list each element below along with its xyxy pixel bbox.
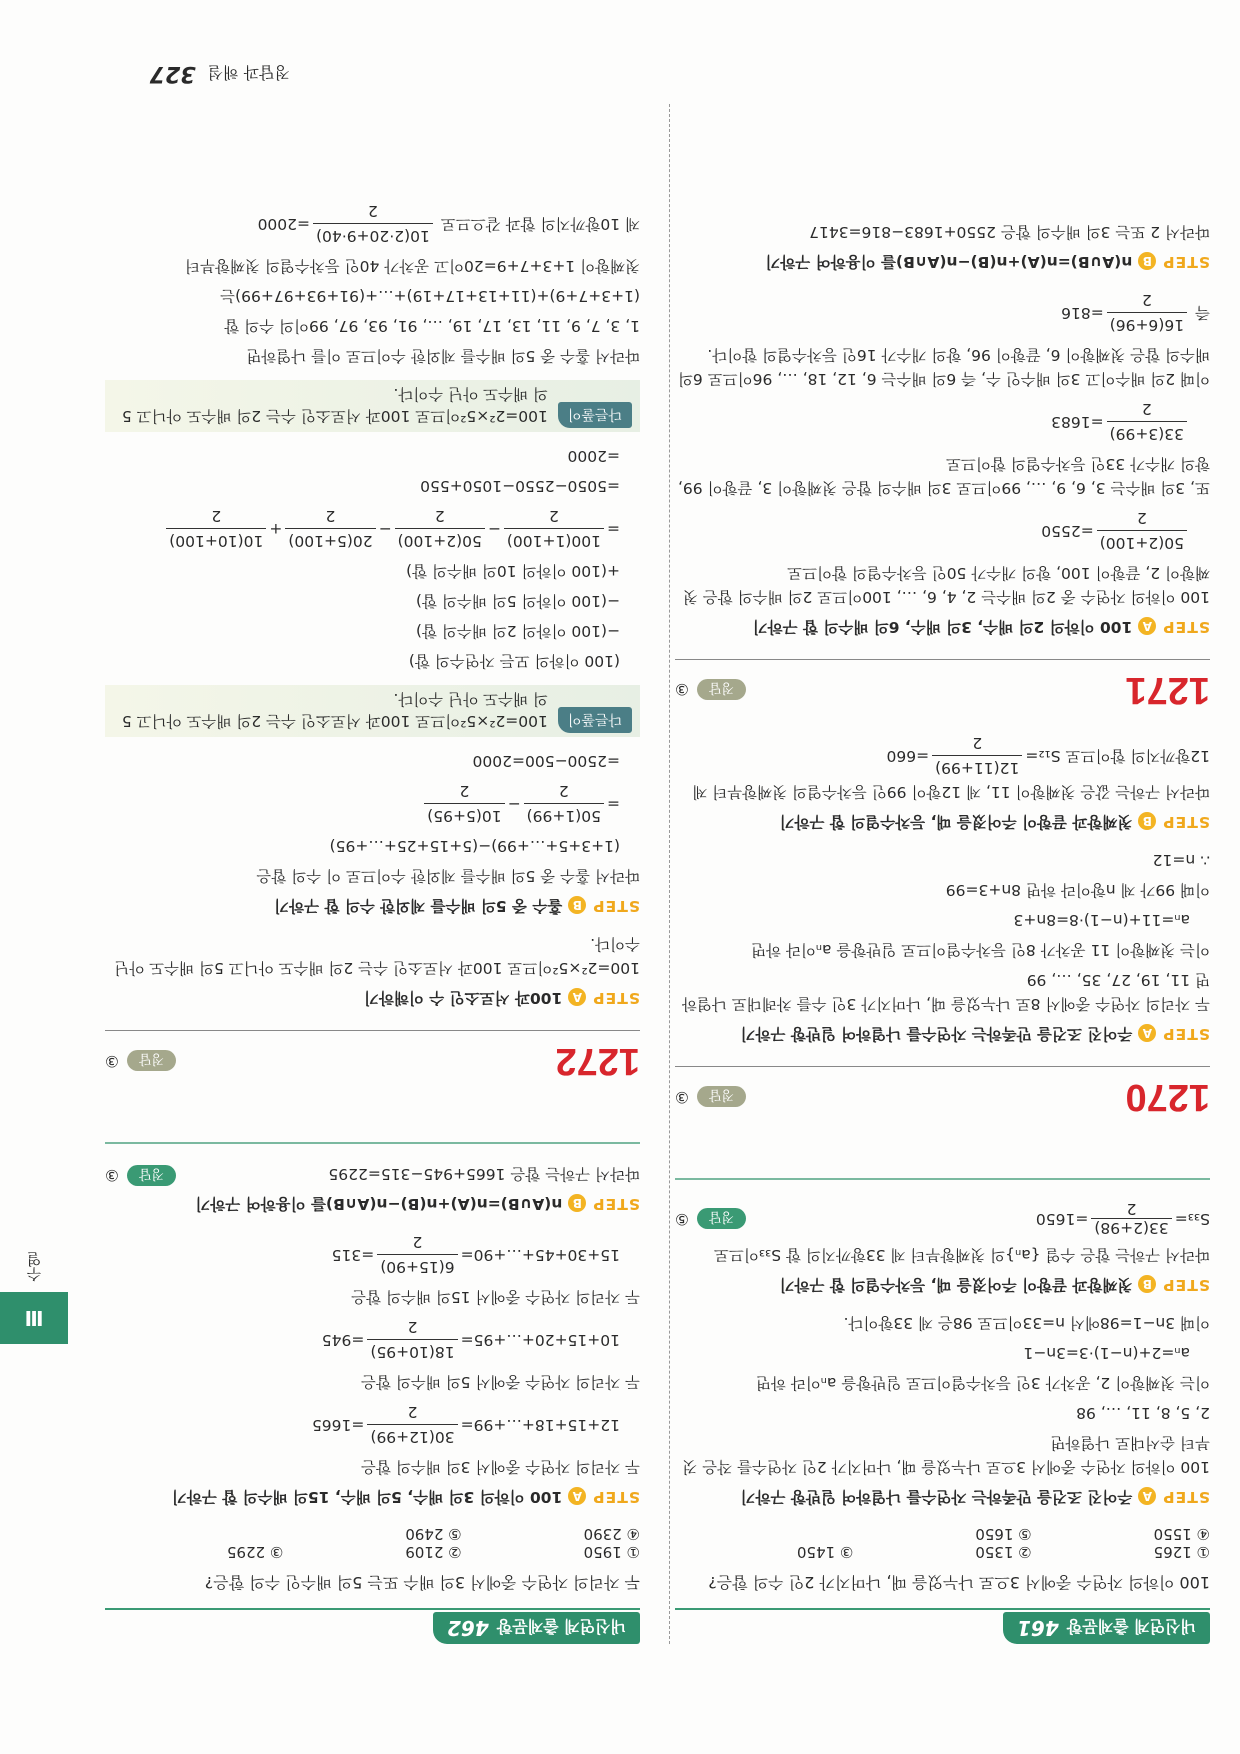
chapter-label: 수열	[25, 1252, 44, 1282]
choice: ① 1950	[583, 1543, 640, 1562]
problem-number: 1272	[555, 1040, 640, 1083]
text: 두 자리의 자연수 중에서 15의 배수의 합은	[351, 1288, 640, 1307]
text: 두 자리의 자연수 중에서 5의 배수의 합은	[361, 1373, 640, 1392]
text: ∴ n=12	[1152, 850, 1210, 869]
problem-number: 1270	[1125, 1076, 1210, 1119]
step-b-heading: STEPBn(A∪B)=n(A)+n(B)−n(A∩B)를 이용하여 구하기	[195, 1195, 640, 1214]
text: 2, 5, 8, 11, …, 98	[1076, 1404, 1210, 1423]
equation: S₃₃= 33(2+98) 2 =1650	[1035, 1200, 1210, 1238]
text: 따라서 구하는 값은 첫째항이 11, 제 12항이 99인 등차수열의 첫째항부터 제 12항까지의 합이므로 S₁₂= 12(11+99) 2 =660	[692, 733, 1210, 801]
text: 이때 2의 배수이고 3의 배수인 수, 즉 6의 배수는 6, 12, 18, …, 96이므로 6의 배수의 합은 첫째항이 6, 끝항이 96, 항의 개수가 16인 등차수열의 합이다.	[677, 345, 1210, 388]
equation: =5050−2550−1050+550	[420, 476, 620, 495]
text: 100 이하의 자연수 중 2의 배수는 2, 4, 6, …, 100이므로 2의 배수의 합은 첫째항이 2, 끝항이 100, 항의 개수가 50인 등차수열의 합이므로	[682, 563, 1210, 606]
equation: = 100(1+100) 2 − 50(2+100) 2 − 20(5+100) 2 + 10(10+100) 2	[105, 504, 620, 553]
section-divider	[105, 1030, 640, 1031]
text: 첫째항이 1+3+7+9=20이고 공차가 40인 등차수열의 첫째항부터	[185, 256, 640, 275]
text: 두 자리의 자연수 중에서 8로 나누었을 때, 나머지가 3인 수를 차례대로 나열하면 11, 19, 27, 35, …, 99	[681, 971, 1210, 1014]
choice: ② 2109	[405, 1543, 462, 1562]
column-divider	[669, 104, 670, 1644]
choice: ④ 1550	[1153, 1525, 1210, 1544]
equation: 10+15+20+…+95= 18(10+95) 2 =945	[105, 1315, 620, 1364]
problem-1271-header	[675, 668, 1210, 711]
text: 두 자리의 자연수 중에서 3의 배수의 합은	[361, 1458, 640, 1477]
answer-badge: 정답	[697, 1086, 746, 1107]
problem-header-462	[105, 1608, 640, 1644]
choice: ⑤ 2490	[405, 1525, 462, 1544]
choice: ③ 2295	[226, 1543, 284, 1562]
answer-badge: 정답	[127, 1050, 176, 1071]
text: 따라서 구하는 합은 1665+945−315=2295	[328, 1165, 640, 1184]
alternative-solution	[105, 380, 640, 432]
text: 제 10항까지의 합과 같으므로 10(2·20+9·40) 2 =2000	[105, 199, 640, 248]
step-b-heading: STEPB홀수 중 5의 배수를 제외한 수의 합 구하기	[274, 896, 640, 915]
answer-badge: 정답	[697, 1208, 746, 1229]
section-divider	[105, 1142, 640, 1144]
step-a-heading: STEPA100과 서로소인 수 이해하기	[364, 989, 640, 1008]
page-number: 327	[149, 61, 196, 86]
step-a-heading: STEPA100 이하의 3의 배수, 5의 배수, 15의 배수의 합 구하기	[171, 1488, 640, 1507]
equation: 50(2+100) 2 =2550	[675, 506, 1190, 555]
step-b-heading: STEPBn(A∪B)=n(A)+n(B)−n(A∩B)를 이용하여 구하기	[765, 252, 1210, 271]
step-b-heading: STEPB첫째항과 끝항이 주어졌을 때, 등차수열의 합 구하기	[779, 1276, 1210, 1295]
text: 따라서 구하는 합은 수열 {aₙ}의 첫째항부터 제 33항까지의 합 S₃₃이므로	[713, 1246, 1210, 1265]
header-badge: 내신연계 출제문항461	[1003, 1612, 1210, 1644]
right-column	[105, 193, 640, 1644]
text: 이때 3n−1=98에서 n=33이므로 98은 제 33항이다.	[843, 1314, 1210, 1333]
question-text: 100 이하의 자연수 중에서 3으로 나누었을 때, 나머지가 2인 수의 합은?	[708, 1573, 1210, 1592]
answer-row	[105, 1164, 640, 1186]
left-column	[675, 214, 1210, 1644]
text: 100 이하의 자연수 중에서 3으로 나누었을 때, 나머지가 2인 자연수를 작은 것부터 순서대로 나열하면	[682, 1434, 1210, 1477]
step-b-heading: STEPB첫째항과 끝항이 주어졌을 때, 등차수열의 합 구하기	[779, 812, 1210, 831]
answer-value: ③	[675, 680, 689, 699]
text: 따라서 홀수 중 5의 배수를 제외한 수이므로 이 수의 합은	[256, 866, 640, 885]
header-badge: 내신연계 출제문항462	[433, 1612, 640, 1644]
choice: ② 1350	[975, 1543, 1032, 1562]
text: 1, 3, 7, 9, 11, 13, 17, 19, …, 91, 93, 97, 99이의 수의 합	[224, 316, 640, 335]
footer-label: 정답과 해설	[207, 63, 290, 82]
question-text: 두 자리의 자연수 중에서 3의 배수 또는 5의 배수인 수의 합은?	[204, 1573, 640, 1592]
choice: ① 1265	[1153, 1543, 1210, 1562]
section-divider	[675, 1178, 1210, 1180]
text: 따라서 2 또는 3의 배수의 합은 2550+1683−816=3417	[809, 222, 1210, 241]
answer-value: ③	[675, 1087, 689, 1106]
answer-value: ③	[105, 1166, 119, 1185]
equation: (100 이하의 모든 자연수의 합)	[408, 651, 620, 670]
equation: 즉 16(6+96) 2 =816	[675, 288, 1210, 337]
text: 또, 3의 배수는 3, 6, 9, …, 99이므로 3의 배수의 합은 첫째항이 3, 끝항이 99, 항의 개수가 33인 등차수열의 합이므로	[677, 454, 1210, 497]
equation: 12+15+18+…+99= 30(12+99) 2 =1665	[105, 1400, 620, 1449]
answer-row	[675, 1200, 1210, 1237]
chapter-side-tab	[0, 1242, 68, 1344]
section-divider	[675, 659, 1210, 660]
text: 100=2²×5²이므로 100과 서로소인 수는 2의 배수도 아니고 5의 배수도 아닌 수이다.	[121, 689, 548, 730]
chapter-number: Ⅲ	[0, 1292, 68, 1344]
choice: ④ 2390	[583, 1525, 640, 1544]
alt-tag: 다른풀이	[558, 707, 632, 733]
text: 100=2²×5²이므로 100과 서로소인 수는 2의 배수도 아니고 5의 배수도 아닌 수이다.	[121, 384, 548, 425]
equation: +(100 이하의 10의 배수의 합)	[406, 561, 620, 580]
answer-value: ⑤	[675, 1209, 689, 1228]
choice: ⑤ 1650	[975, 1525, 1032, 1544]
text: (1+3+7+9)+(11+13+17+19)+…+(91+93+97+99)는	[220, 286, 640, 305]
alt-tag: 다른풀이	[558, 402, 632, 428]
equation: −(100 이하의 2의 배수의 합)	[415, 621, 620, 640]
equation: =2000	[567, 446, 620, 465]
alternative-solution	[105, 685, 640, 737]
problem-1272-header	[105, 1039, 640, 1082]
equation: =2500−500=2000	[472, 751, 620, 770]
step-a-heading: STEPA주어진 조건을 만족하는 자연수를 나열하여 일반항 구하기	[740, 1488, 1210, 1507]
choice: ③ 1450	[796, 1543, 854, 1562]
text: 따라서 홀수 중 5의 배수를 제외한 수이므로 이를 나열하면	[246, 346, 640, 365]
answer-value: ③	[105, 1051, 119, 1070]
text: 이는 첫째항이 2, 공차가 3인 등차수열이므로 일반항을 aₙ이라 하면	[755, 1374, 1210, 1393]
equation: 15+30+45+…+90= 6(15+90) 2 =315	[105, 1230, 620, 1279]
step-a-heading: STEPA주어진 조건을 만족하는 자연수를 나열하여 일반항 구하기	[740, 1025, 1210, 1044]
text: 이때 99가 제 n항이라 하면 8n+3=99	[945, 880, 1210, 899]
problem-number: 1271	[1125, 668, 1210, 711]
answer-badge: 정답	[697, 679, 746, 700]
step-a-heading: STEPA100 이하의 2의 배수, 3의 배수, 6의 배수의 합 구하기	[752, 617, 1210, 636]
problem-header-461	[675, 1608, 1210, 1644]
equation: −(100 이하의 5의 배수의 합)	[415, 591, 620, 610]
choices	[675, 1525, 1210, 1561]
equation: = 50(1+99) 2 − 10(5+95) 2	[105, 779, 620, 828]
section-divider	[675, 1066, 1210, 1067]
problem-1270-header	[675, 1075, 1210, 1118]
text: 이는 첫째항이 11 공차가 8인 등차수열이므로 일반항을 aₙ이라 하면	[750, 941, 1210, 960]
answer-badge: 정답	[127, 1165, 176, 1186]
page-footer	[150, 61, 290, 86]
equation: 33(3+99) 2 =1683	[675, 397, 1190, 446]
equation: aₙ=2+(n−1)·3=3n−1	[1023, 1344, 1190, 1363]
equation: aₙ=11+(n−1)·8=8n+3	[1013, 911, 1190, 929]
equation: (1+3+5+…+99)−(5+15+25+…+95)	[329, 836, 620, 855]
text: 100=2²×5²이므로 100과 서로소인 수는 2의 배수도 아니고 5의 배수도 아닌 수이다.	[114, 935, 640, 978]
choices	[105, 1525, 640, 1561]
